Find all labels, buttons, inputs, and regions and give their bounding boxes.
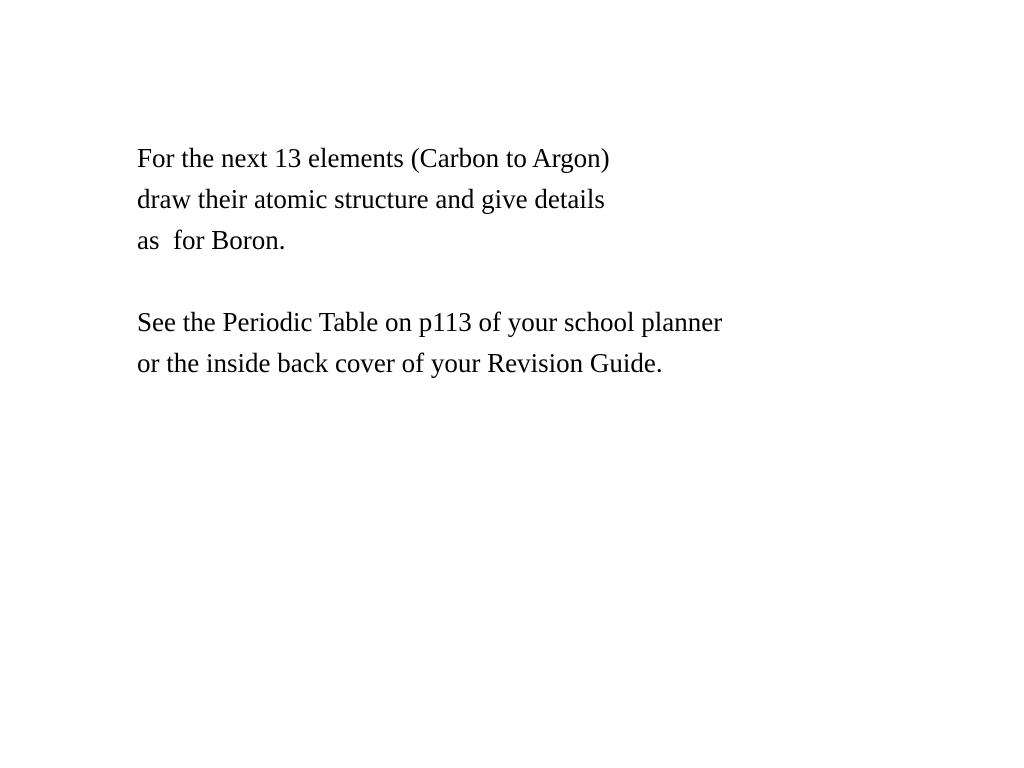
text-line: or the inside back cover of your Revision Guide.: [137, 348, 663, 378]
instruction-text: [137, 138, 722, 384]
paragraph-2: [137, 302, 722, 384]
paragraph-spacer: [137, 261, 722, 302]
text-line: For the next 13 elements (Carbon to Argon): [137, 143, 610, 173]
paragraph-1: [137, 138, 722, 261]
text-line: draw their atomic structure and give details: [137, 184, 605, 214]
text-line: See the Periodic Table on p113 of your school planner: [137, 307, 723, 337]
text-line: as for Boron.: [137, 225, 286, 255]
